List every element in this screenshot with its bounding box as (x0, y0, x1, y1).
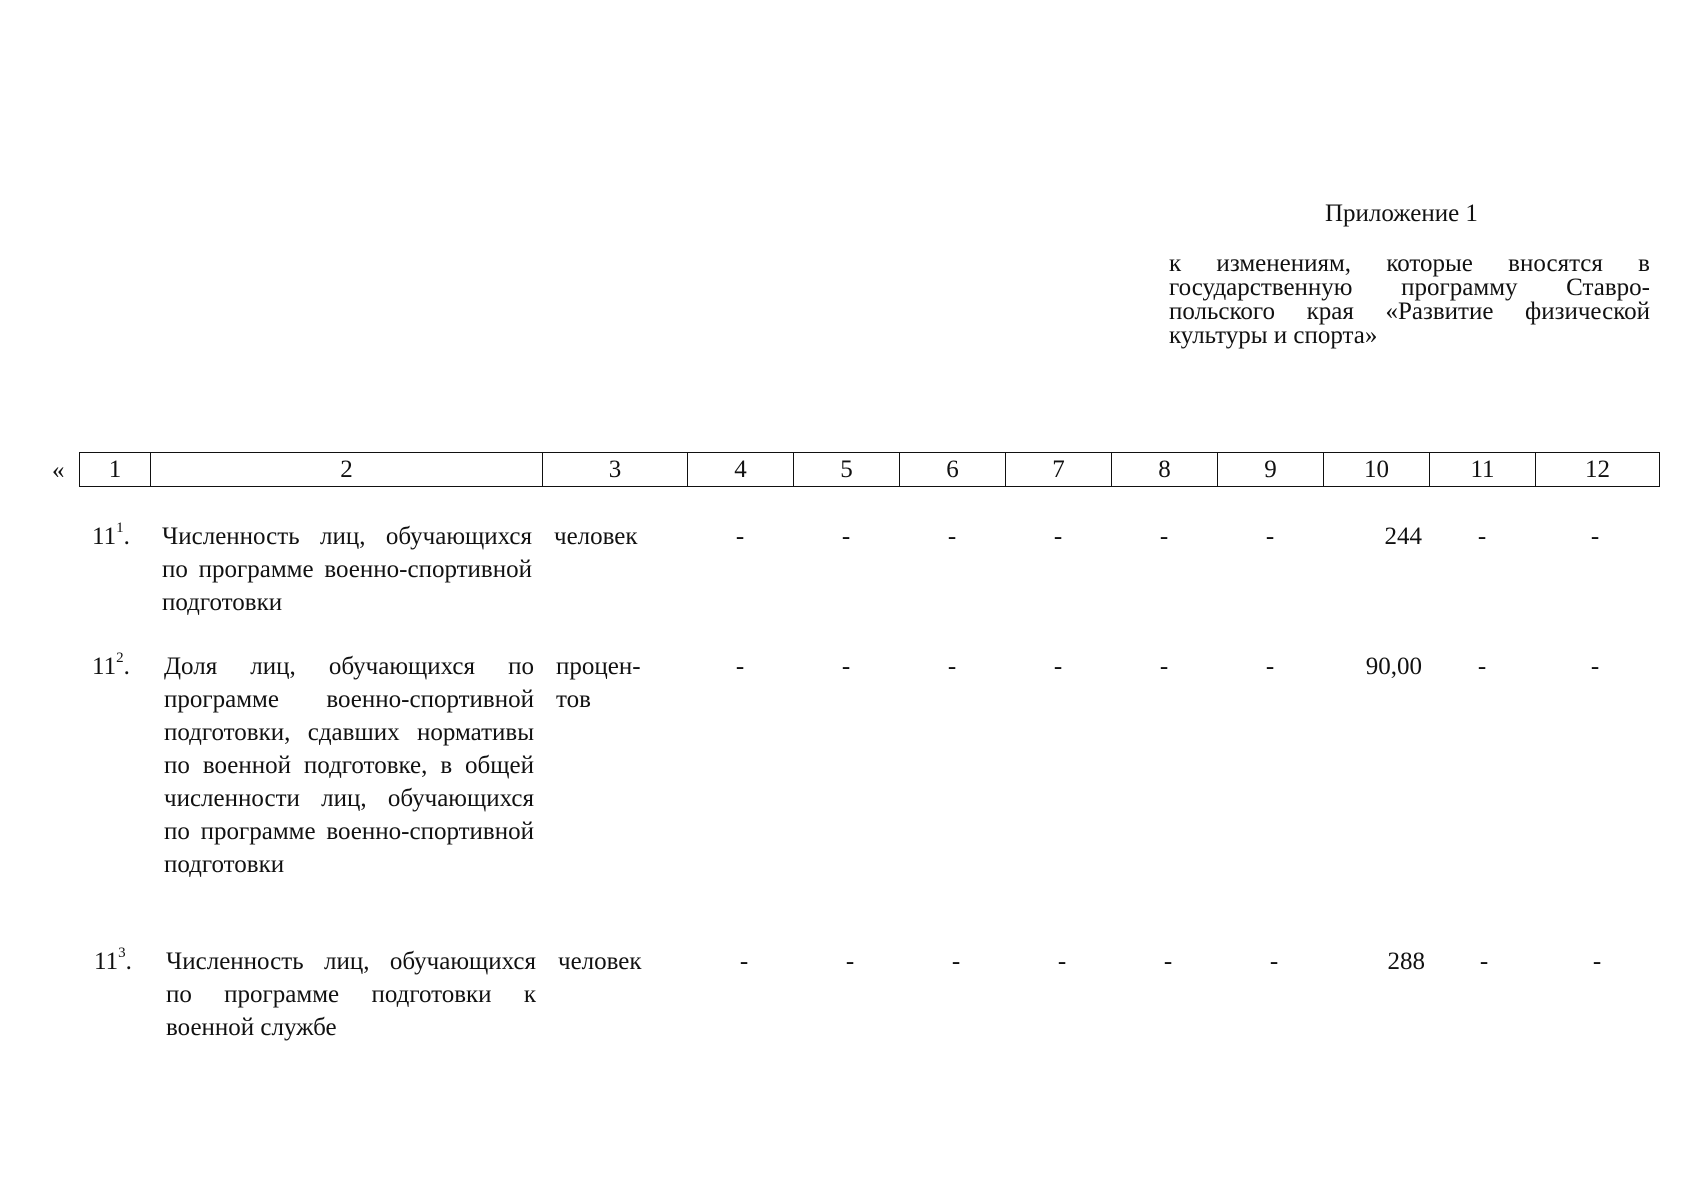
value-col-9: - (1265, 523, 1275, 550)
value-col-7: - (1057, 948, 1067, 975)
row-unit: процентов (556, 653, 641, 713)
value-col-6: - (947, 523, 957, 550)
appendix-subtitle: к изменениям, которые вносятся в государственную программу Ставропольского края «Развитие физической культуры и спорта» (1169, 250, 1650, 349)
header-cell: 5 (794, 453, 900, 487)
row-description: Численность лиц, обучающихся по программе подготовки к военной службе (166, 948, 536, 1041)
header-row (80, 453, 1660, 487)
value-col-4: - (739, 948, 749, 975)
header-cell: 6 (900, 453, 1006, 487)
header-cell: 1 (80, 453, 151, 487)
value-col-7: - (1053, 653, 1063, 680)
value-col-6: - (947, 653, 957, 680)
value-col-5: - (845, 948, 855, 975)
column-number-header (79, 452, 1660, 487)
value-col-12: - (1592, 948, 1602, 975)
row-number: $11^2$. (92, 649, 130, 680)
header-cell: 10 (1324, 453, 1430, 487)
value-col-4: - (735, 653, 745, 680)
value-col-7: - (1053, 523, 1063, 550)
header-cell: 4 (688, 453, 794, 487)
header-cell: 11 (1430, 453, 1536, 487)
row-number: $11^1$. (92, 519, 130, 550)
value-col-10: 90,00 (1365, 653, 1422, 680)
header-cell: 9 (1218, 453, 1324, 487)
row-unit: человек (558, 948, 642, 975)
opening-quote: « (52, 457, 65, 484)
value-col-11: - (1477, 653, 1487, 680)
value-col-10: 288 (1387, 948, 1425, 975)
value-col-4: - (735, 523, 745, 550)
value-col-12: - (1590, 653, 1600, 680)
row-unit: человек (554, 523, 638, 550)
appendix-title: Приложение 1 (1325, 200, 1478, 227)
value-col-10: 244 (1384, 523, 1422, 550)
value-col-11: - (1477, 523, 1487, 550)
value-col-11: - (1479, 948, 1489, 975)
header-cell: 2 (151, 453, 543, 487)
header-cell: 7 (1006, 453, 1112, 487)
row-description: Доля лиц, обучающихся по программе военно-спортивной подготовки, сдавших нормативы по военной подготовке, в общей численности лиц, обучающихся по программе военно-спортивной подготовки (164, 653, 534, 878)
value-col-5: - (841, 653, 851, 680)
row-number: $11^3$. (94, 944, 132, 975)
value-col-8: - (1159, 523, 1169, 550)
value-col-9: - (1265, 653, 1275, 680)
row-description: Численность лиц, обучающихся по программе военно-спортивной подготовки (162, 523, 532, 616)
header-cell: 3 (543, 453, 688, 487)
value-col-12: - (1590, 523, 1600, 550)
header-cell: 8 (1112, 453, 1218, 487)
value-col-6: - (951, 948, 961, 975)
header-cell: 12 (1536, 453, 1660, 487)
value-col-9: - (1269, 948, 1279, 975)
value-col-5: - (841, 523, 851, 550)
value-col-8: - (1163, 948, 1173, 975)
value-col-8: - (1159, 653, 1169, 680)
